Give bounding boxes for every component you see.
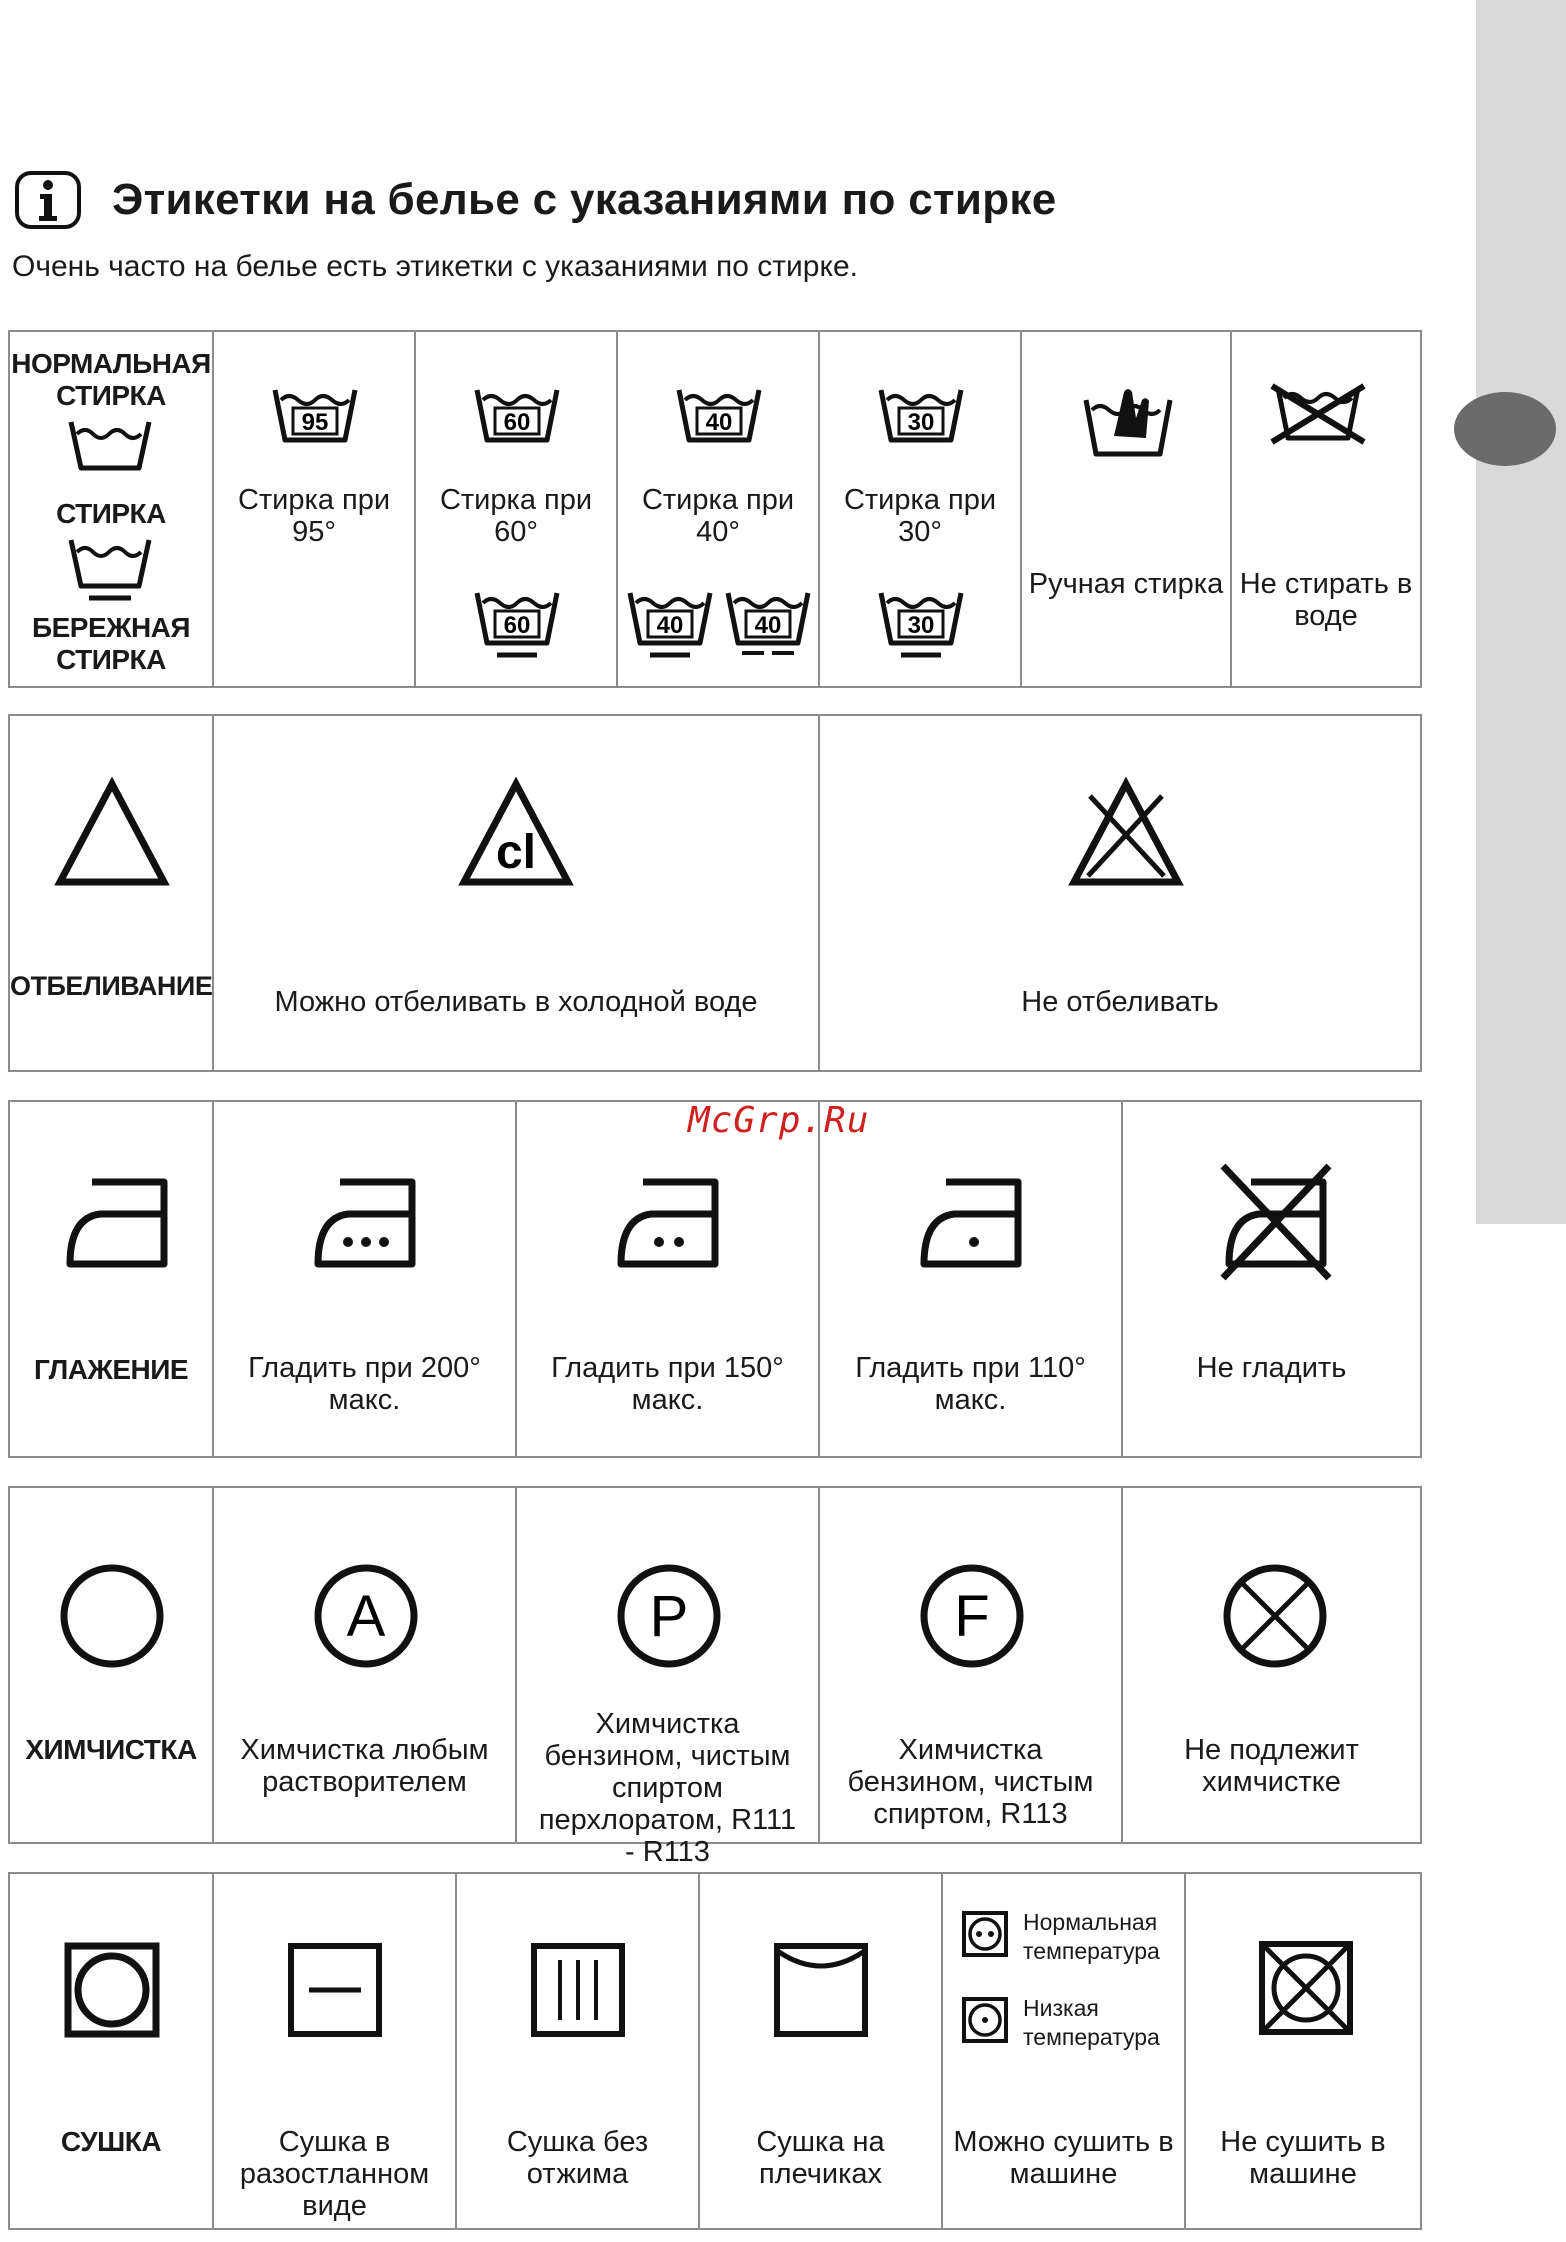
wash-40-gentle-number: 40 [656,612,684,639]
drycleaning-circle-icon [58,1562,166,1670]
wash-40-label: Стирка при 40° [641,484,795,548]
machine-dry-normal-icon [961,1910,1009,1958]
no-iron-cell [1121,1102,1420,1456]
dry-hanger-label: Сушка на плечиках [756,2126,885,2190]
drycleaning-section [8,1486,1422,1868]
tumble-dry-icon [64,1942,160,2038]
bleach-chlorine-icon [458,778,574,888]
wash-95-label: Стирка при 95° [237,484,391,548]
watermark: McGrp.Ru [688,1100,870,1141]
washing-section [8,330,1422,688]
dry-no-spin-icon [530,1942,626,2038]
ironing-title: ГЛАЖЕНИЕ [33,1354,189,1385]
drycleaning-f-icon [918,1562,1026,1670]
gentle-wash-icon [65,534,155,604]
wash-60-gentle-number: 60 [503,612,531,639]
no-machine-dry-label: Не сушить в машине [1220,2126,1386,2190]
wash-60-number: 60 [503,409,531,436]
wash-40-cell [616,332,818,686]
no-bleach-icon [1068,778,1184,888]
bleach-cold-cell [212,716,818,1070]
hand-wash-label: Ручная стирка [1028,568,1224,600]
wash-40-delicate-icon [722,587,814,663]
bleach-chlorine-text: cl [495,826,537,879]
drycleaning-a-label: Химчистка любым растворителем [240,1734,489,1798]
no-wash-icon [1266,382,1370,446]
bleaching-section [8,714,1422,1072]
dry-hanger-icon [773,1942,869,2038]
no-drycleaning-cell [1121,1488,1420,1842]
drycleaning-a-letter: A [346,1584,386,1649]
dry-flat-cell [212,1874,455,2228]
machine-dry-low-icon [961,1996,1009,2044]
wash-30-cell [818,332,1020,686]
wash-95-cell [212,332,414,686]
no-drycleaning-icon [1221,1562,1329,1670]
wash-40-number: 40 [705,409,733,436]
side-tab-strip [1476,0,1566,1224]
no-wash-cell [1230,332,1420,686]
dry-hanger-cell [698,1874,941,2228]
wash-95-number: 95 [301,409,329,436]
iron-200-cell [212,1102,515,1456]
dry-flat-label: Сушка в разостланном виде [239,2126,430,2222]
hand-wash-icon [1080,378,1176,458]
drycleaning-p-cell [515,1488,818,1868]
machine-dry-label: Можно сушить в машине [953,2126,1174,2190]
wash-95-icon [269,384,361,448]
page-title: Этикетки на белье с указаниями по стирке [112,175,1057,224]
bleach-cold-label: Можно отбеливать в холодной воде [274,986,758,1018]
iron-110-label: Гладить при 110° макс. [855,1352,1086,1416]
iron-150-icon [613,1174,723,1270]
iron-150-cell [515,1102,818,1456]
no-bleach-cell [818,716,1420,1070]
wash-40-icon [673,384,765,448]
ironing-legend-cell [10,1102,212,1456]
normal-wash-icon [65,416,155,472]
hand-wash-cell [1020,332,1230,686]
wash-30-gentle-icon [875,587,967,663]
info-icon [14,170,82,230]
ironing-section [8,1100,1422,1458]
bleach-triangle-icon [54,778,170,888]
iron-110-cell [818,1102,1121,1456]
drycleaning-f-cell [818,1488,1121,1842]
iron-200-label: Гладить при 200° макс. [248,1352,481,1416]
drycleaning-p-label: Химчистка бензином, чистым спиртом перхлоратом, R111 - R113 [538,1708,797,1868]
side-tab-marker [1454,392,1556,466]
wash-40-delicate-number: 40 [754,612,782,639]
wash-60-label: Стирка при 60° [439,484,593,548]
iron-200-icon [310,1174,420,1270]
drycleaning-title: ХИМЧИСТКА [25,1734,197,1765]
drycleaning-f-letter: F [954,1584,990,1649]
wash-30-number: 30 [907,409,935,436]
gentle-wash-label: СТИРКА [56,498,166,529]
wash-60-gentle-icon [471,587,563,663]
drycleaning-f-label: Химчистка бензином, чистым спиртом, R113 [847,1734,1094,1830]
delicate-wash-label: БЕРЕЖНАЯ СТИРКА [31,612,191,675]
iron-110-icon [916,1174,1026,1270]
intro-text: Очень часто на белье есть этикетки с указаниями по стирке. [12,250,858,283]
drying-section [8,1872,1422,2230]
drycleaning-a-cell [212,1488,515,1842]
no-iron-icon [1215,1160,1335,1284]
drycleaning-p-letter: P [649,1584,689,1649]
dry-flat-icon [287,1942,383,2038]
machine-dry-cell [941,1874,1184,2228]
no-machine-dry-icon [1254,1936,1358,2040]
wash-30-label: Стирка при 30° [843,484,997,548]
wash-30-icon [875,384,967,448]
no-wash-label: Не стирать в воде [1239,568,1413,632]
no-machine-dry-cell [1184,1874,1420,2228]
drycleaning-p-icon [615,1562,723,1670]
normal-wash-label: НОРМАЛЬНАЯ СТИРКА [11,348,211,411]
dry-no-spin-label: Сушка без отжима [506,2126,649,2190]
iron-icon [62,1174,172,1270]
bleaching-title: ОТБЕЛИВАНИЕ [10,971,213,1001]
machine-dry-normal-label: Нормальная температура [1023,1909,1160,1964]
iron-150-label: Гладить при 150° макс. [551,1352,784,1416]
drying-title: СУШКА [60,2126,162,2157]
page-header [14,170,1056,230]
wash-60-cell [414,332,616,686]
drycleaning-legend-cell [10,1488,212,1842]
wash-30-gentle-number: 30 [907,612,935,639]
drycleaning-a-icon [312,1562,420,1670]
dry-no-spin-cell [455,1874,698,2228]
no-drycleaning-label: Не подлежит химчистке [1184,1734,1359,1798]
no-iron-label: Не гладить [1196,1352,1347,1384]
no-bleach-label: Не отбеливать [1021,986,1219,1018]
machine-dry-low-label: Низкая температура [1023,1995,1160,2050]
washing-legend-cell [10,332,212,686]
bleaching-legend-cell [10,716,212,1070]
wash-60-icon [471,384,563,448]
wash-40-gentle-icon [624,587,716,663]
drying-legend-cell [10,1874,212,2228]
